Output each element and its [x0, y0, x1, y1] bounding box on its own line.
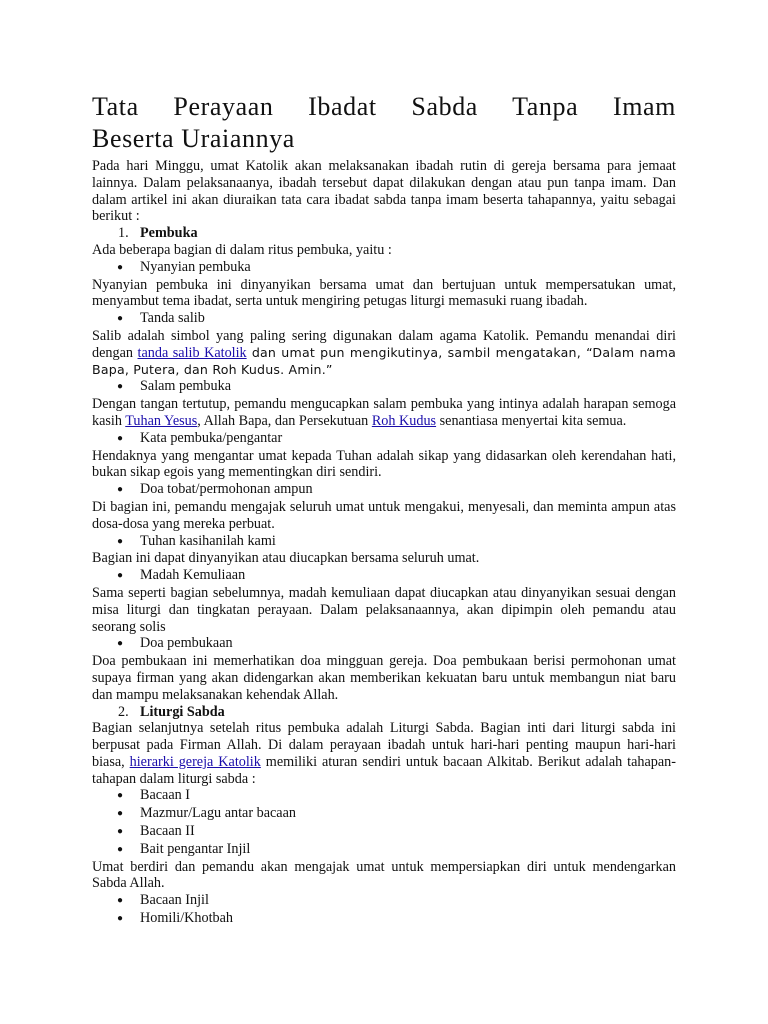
bullet-icon: ●	[117, 261, 124, 273]
link-hierarki-gereja[interactable]: hierarki gereja Katolik	[129, 753, 261, 770]
bullet-icon: ●	[117, 826, 124, 838]
list-item: ● Bacaan II	[117, 823, 195, 840]
item-description: Hendaknya yang mengantar umat kepada Tuhan adalah sikap yang didasarkan oleh kerendahan hati, bukan sikap egois yang mementingkan diri sendiri.	[92, 447, 676, 481]
list-item: ● Doa pembukaan	[117, 635, 233, 652]
bullet-icon: ●	[117, 484, 124, 496]
list-item: ● Tanda salib	[117, 310, 205, 327]
item-description: Bagian ini dapat dinyanyikan atau diucapkan bersama seluruh umat.	[92, 550, 480, 567]
link-tanda-salib[interactable]: tanda salib Katolik	[137, 344, 247, 361]
document-page	[92, 90, 676, 928]
link-roh-kudus[interactable]: Roh Kudus	[371, 412, 437, 429]
list-item: ● Homili/Khotbah	[117, 910, 234, 927]
bullet-icon: ●	[117, 790, 124, 802]
item-description: Dengan tangan tertutup, pemandu mengucapkan salam pembuka yang intinya adalah harapan semoga kasih Tuhan Yesus, Allah Bapa, dan Persekutuan Roh Kudus senantiasa menyertai kita semua.	[92, 396, 676, 429]
item-description: Di bagian ini, pemandu mengajak seluruh umat untuk mengakui, menyesali, dan meminta ampun atas dosa-dosa yang mereka perbuat.	[92, 498, 676, 532]
bullet-icon: ●	[117, 535, 124, 547]
list-item: ● Tuhan kasihanilah kami	[117, 532, 276, 549]
link-tuhan-yesus[interactable]: Tuhan Yesus	[125, 412, 198, 429]
item-description: Nyanyian pembuka ini dinyanyikan bersama umat dan bertujuan untuk mempersatukan umat, menyambut tema ibadat, serta untuk mengiring petugas liturgi memasuki ruang ibadah.	[92, 276, 676, 310]
bullet-icon: ●	[117, 895, 124, 907]
bullet-icon: ●	[117, 570, 124, 582]
list-item: ● Bait pengantar Injil	[117, 840, 251, 857]
bullet-icon: ●	[117, 313, 124, 325]
intro-paragraph: Pada hari Minggu, umat Katolik akan melaksanakan ibadah rutin di gereja bersama para jemaat lainnya. Dalam pelaksanaanya, ibadah tersebut dapat dilakukan dengan atau pun tanpa imam. Dan dalam artikel ini akan diuraikan tata cara ibadat sabda tanpa imam beserta tahapannya, yaitu sebagai berikut :	[92, 158, 676, 225]
list-item: ● Kata pembuka/pengantar	[117, 429, 283, 446]
list-item: ● Salam pembuka	[117, 378, 232, 395]
bullet-icon: ●	[117, 843, 124, 855]
item-description: Salib adalah simbol yang paling sering digunakan dalam agama Katolik. Pemandu menandai diri dengan tanda salib Katolik dan umat pun mengikutinya, sambil mengatakan, “Dalam nama Bapa, Putera, dan Roh Kudus. Amin.”	[92, 327, 676, 377]
list-item: ● Bacaan Injil	[117, 892, 209, 909]
bullet-icon: ●	[117, 381, 124, 393]
page-title-line2: Beserta Uraiannya	[92, 124, 295, 153]
section1-lead: Ada beberapa bagian di dalam ritus pembuka, yaitu :	[92, 241, 392, 258]
list-item: ● Bacaan I	[117, 787, 191, 804]
list-item: ● Mazmur/Lagu antar bacaan	[117, 805, 296, 822]
list-item: ● Nyanyian pembuka	[117, 258, 251, 275]
item-description: Sama seperti bagian sebelumnya, madah kemuliaan dapat diucapkan atau dinyanyikan sesuai dengan misa liturgi dan tingkatan perayaan. Dalam pelaksanaannya, akan dipimpin oleh pemandu atau seorang solis	[92, 584, 676, 635]
section2-middle-paragraph: Umat berdiri dan pemandu akan mengajak umat untuk mempersiapkan diri untuk mendengarkan Sabda Allah.	[92, 858, 676, 892]
bullet-icon: ●	[117, 638, 124, 650]
bullet-icon: ●	[117, 432, 124, 444]
section-heading-pembuka: 1. Pembuka	[118, 225, 198, 242]
item-description: Doa pembukaan ini memerhatikan doa mingguan gereja. Doa pembukaan berisi permohonan umat supaya firman yang akan didengarkan akan memberikan kekuatan baru untuk membangun niat baru dan mampu melaksanakan kehendak Allah.	[92, 653, 676, 703]
list-item: ● Doa tobat/permohonan ampun	[117, 481, 313, 498]
bullet-icon: ●	[117, 808, 124, 820]
page-title-line1: Tata Perayaan Ibadat Sabda Tanpa Imam	[92, 92, 676, 121]
section-heading-liturgi-sabda: 2. Liturgi Sabda	[118, 703, 225, 720]
bullet-icon: ●	[117, 913, 124, 925]
list-item: ● Madah Kemuliaan	[117, 567, 246, 584]
section2-paragraph: Bagian selanjutnya setelah ritus pembuka adalah Liturgi Sabda. Bagian inti dari liturgi sabda ini berpusat pada Firman Allah. Di dalam perayaan ibadah untuk hari-hari penting maupun hari-hari biasa, hierarki gereja Katolik memiliki aturan sendiri untuk bacaan Alkitab. Berikut adalah tahapan-tahapan dalam liturgi sabda :	[92, 720, 676, 787]
